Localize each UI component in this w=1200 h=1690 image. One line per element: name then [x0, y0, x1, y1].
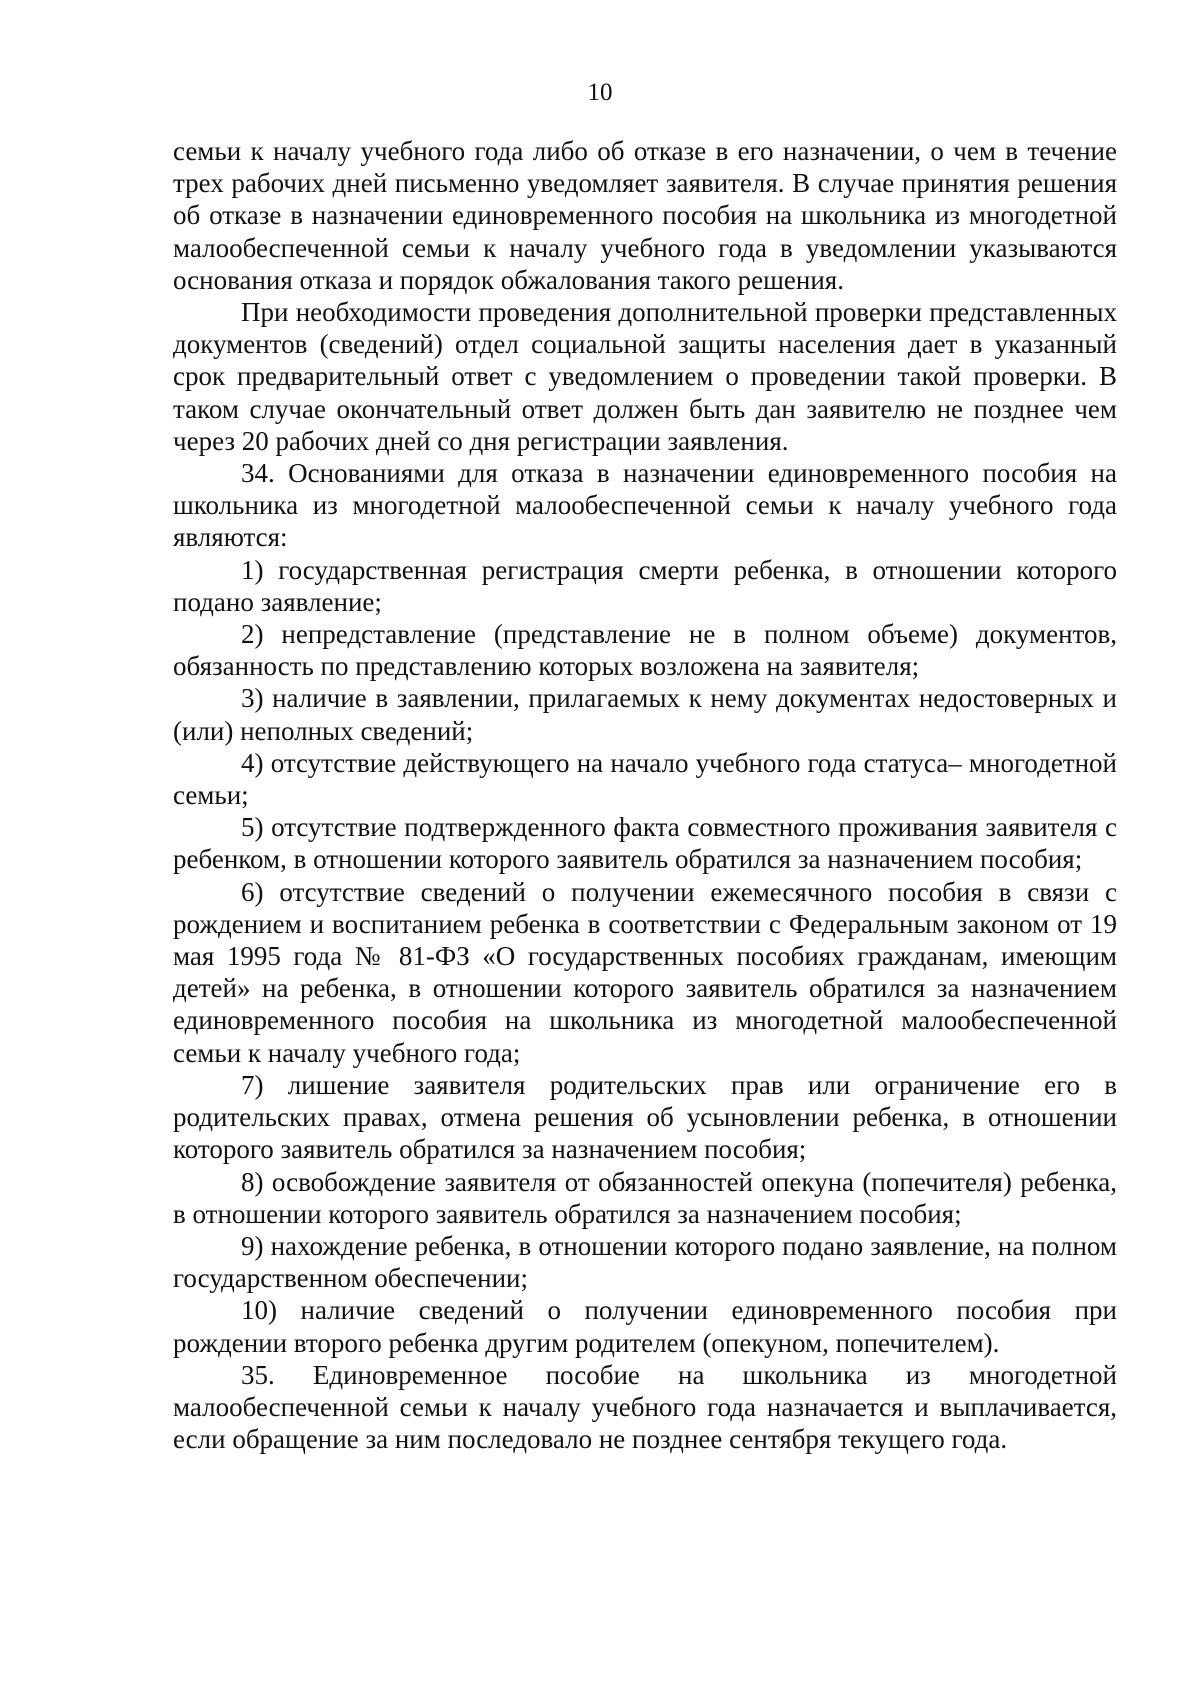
- list-item-1: 1) государственная регистрация смерти ребенка, в отношении которого подано заявление;: [173, 554, 1117, 617]
- list-item-5: 5) отсутствие подтвержденного факта совместного проживания заявителя с ребенком, в отношении которого заявитель обратился за назначением пособия;: [173, 812, 1117, 875]
- list-item-3: 3) наличие в заявлении, прилагаемых к нему документах недостоверных и (или) неполных сведений;: [173, 683, 1117, 746]
- paragraph-34-refusal-grounds: 34. Основаниями для отказа в назначении единовременного пособия на школьника из многодетной малообеспеченной семьи к началу учебного года являются:: [173, 458, 1117, 553]
- paragraph-notification-continuation: семьи к началу учебного года либо об отказе в его назначении, о чем в течение трех рабочих дней письменно уведомляет заявителя. В случае принятия решения об отказе в назначении единовременного пособия на школьника из многодетной малообеспеченной семьи к началу учебного года в уведомлении указываются основания отказа и порядок обжалования такого решения.: [173, 136, 1117, 295]
- paragraph-additional-check: При необходимости проведения дополнительной проверки представленных документов (сведений) отдел социальной защиты населения дает в указанный срок предварительный ответ с уведомлением о проведении такой проверки. В таком случае окончательный ответ должен быть дан заявителю не позднее чем через 20 рабочих дней со дня регистрации заявления.: [173, 297, 1117, 456]
- list-item-2: 2) непредставление (представление не в полном объеме) документов, обязанность по представлению которых возложена на заявителя;: [173, 619, 1117, 682]
- list-item-10: 10) наличие сведений о получении единовременного пособия при рождении второго ребенка другим родителем (опекуном, попечителем).: [173, 1295, 1117, 1358]
- list-item-7: 7) лишение заявителя родительских прав или ограничение его в родительских правах, отмена решения об усыновлении ребенка, в отношении которого заявитель обратился за назначением пособия;: [173, 1069, 1117, 1165]
- list-item-6: 6) отсутствие сведений о получении ежемесячного пособия в связи с рождением и воспитанием ребенка в соответствии с Федеральным законом от 19 мая 1995 года № 81-ФЗ «О государственных пособиях гражданам, имеющим детей» на ребенка, в отношении которого заявитель обратился за назначением единовременного пособия на школьника из многодетной малообеспеченной семьи к началу учебного года;: [173, 876, 1117, 1068]
- document-body: [173, 135, 1117, 1455]
- list-item-8: 8) освобождение заявителя от обязанностей опекуна (попечителя) ребенка, в отношении которого заявитель обратился за назначением пособия;: [173, 1166, 1117, 1229]
- page-number: 10: [587, 79, 613, 106]
- list-item-9: 9) нахождение ребенка, в отношении которого подано заявление, на полном государственном обеспечении;: [173, 1230, 1117, 1294]
- list-item-4: 4) отсутствие действующего на начало учебного года статуса– многодетной семьи;: [173, 747, 1117, 811]
- paragraph-35-deadline: 35. Единовременное пособие на школьника из многодетной малообеспеченной семьи к началу учебного года назначается и выплачивается, если обращение за ним последовало не позднее сентября текущего года.: [173, 1359, 1117, 1455]
